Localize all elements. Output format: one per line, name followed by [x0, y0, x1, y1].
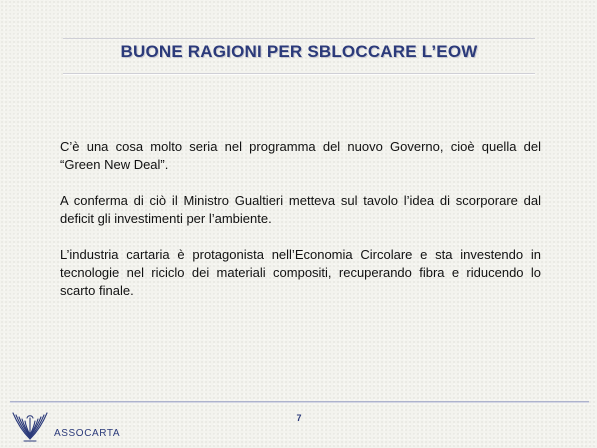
body-paragraph-2: A conferma di ciò il Ministro Gualtieri metteva sul tavolo l’idea di scorporare dal deficit gli investimenti per l’ambiente.	[60, 193, 541, 226]
brand-name: ASSOCARTA	[54, 428, 121, 439]
confindustria-eagle-icon	[10, 405, 54, 443]
body-paragraph-3: L’industria cartaria è protagonista nell’Economia Circolare e sta investendo in tecnologie nel riciclo dei materiali compositi, recuperando fibra e riducendo lo scarto finale.	[60, 247, 541, 298]
page-number: 7	[296, 413, 302, 423]
body-paragraph-1: C’è una cosa molto seria nel programma del nuovo Governo, cioè quella del “Green New Deal”.	[60, 139, 541, 172]
footer-divider	[10, 401, 589, 403]
slide-title: BUONE RAGIONI PER SBLOCCARE L’EOW	[120, 42, 478, 61]
slide-body	[60, 138, 541, 318]
